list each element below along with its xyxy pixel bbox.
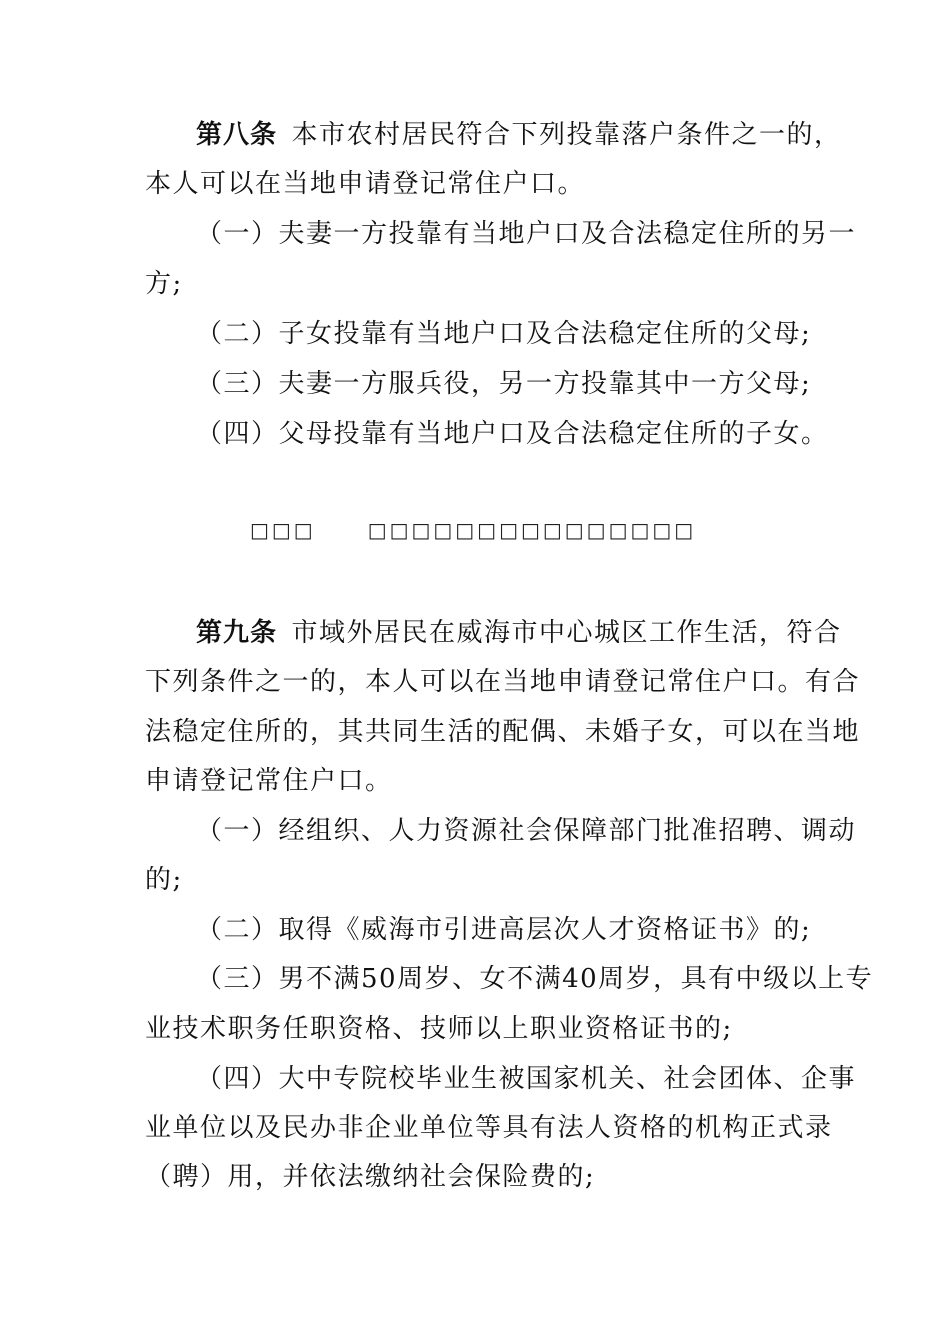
article8-item3: （三）夫妻一方服兵役，另一方投靠其中一方父母; — [196, 369, 812, 399]
section-heading-title: □□□□□□□□□□□□□□□ — [367, 518, 697, 542]
article9-item1-line1: （一）经组织、人力资源社会保障部门批准招聘、调动 — [196, 816, 857, 846]
article9-intro-line4: 申请登记常住户口。 — [145, 766, 393, 796]
article8-intro-text: 本市农村居民符合下列投靠落户条件之一的， — [291, 120, 842, 150]
article8-intro-line1 — [196, 119, 842, 151]
article9-item1-line2: 的; — [145, 865, 183, 895]
article9-item3-line1: （三）男不满50周岁、女不满40周岁，具有中级以上专 — [196, 964, 874, 994]
article9-intro-line2: 下列条件之一的，本人可以在当地申请登记常住户口。有合 — [145, 667, 861, 697]
section-heading-number: □□□ — [250, 518, 316, 542]
article8-item2: （二）子女投靠有当地户口及合法稳定住所的父母; — [196, 319, 812, 349]
article9-item3-line2: 业技术职务任职资格、技师以上职业资格证书的; — [145, 1014, 733, 1044]
article9-item4-line3: （聘）用，并依法缴纳社会保险费的; — [145, 1162, 596, 1192]
article9-item4-line1: （四）大中专院校毕业生被国家机关、社会团体、企事 — [196, 1064, 857, 1094]
article9-intro-line1 — [196, 617, 842, 649]
article8-item1-line2: 方; — [145, 269, 183, 299]
article9-intro-line3: 法稳定住所的，其共同生活的配偶、未婚子女，可以在当地 — [145, 717, 861, 747]
article9-item4-line2: 业单位以及民办非企业单位等具有法人资格的机构正式录 — [145, 1113, 833, 1143]
article9-item2: （二）取得《威海市引进高层次人才资格证书》的; — [196, 915, 812, 945]
article8-item1-line1: （一）夫妻一方投靠有当地户口及合法稳定住所的另一 — [196, 219, 857, 249]
section-heading — [250, 516, 696, 544]
article8-label: 第八条 — [196, 120, 278, 150]
article8-intro-line2: 本人可以在当地申请登记常住户口。 — [145, 169, 586, 199]
article9-intro-text: 市域外居民在威海市中心城区工作生活，符合 — [291, 618, 842, 648]
article8-item4: （四）父母投靠有当地户口及合法稳定住所的子女。 — [196, 419, 829, 449]
article9-label: 第九条 — [196, 618, 278, 648]
